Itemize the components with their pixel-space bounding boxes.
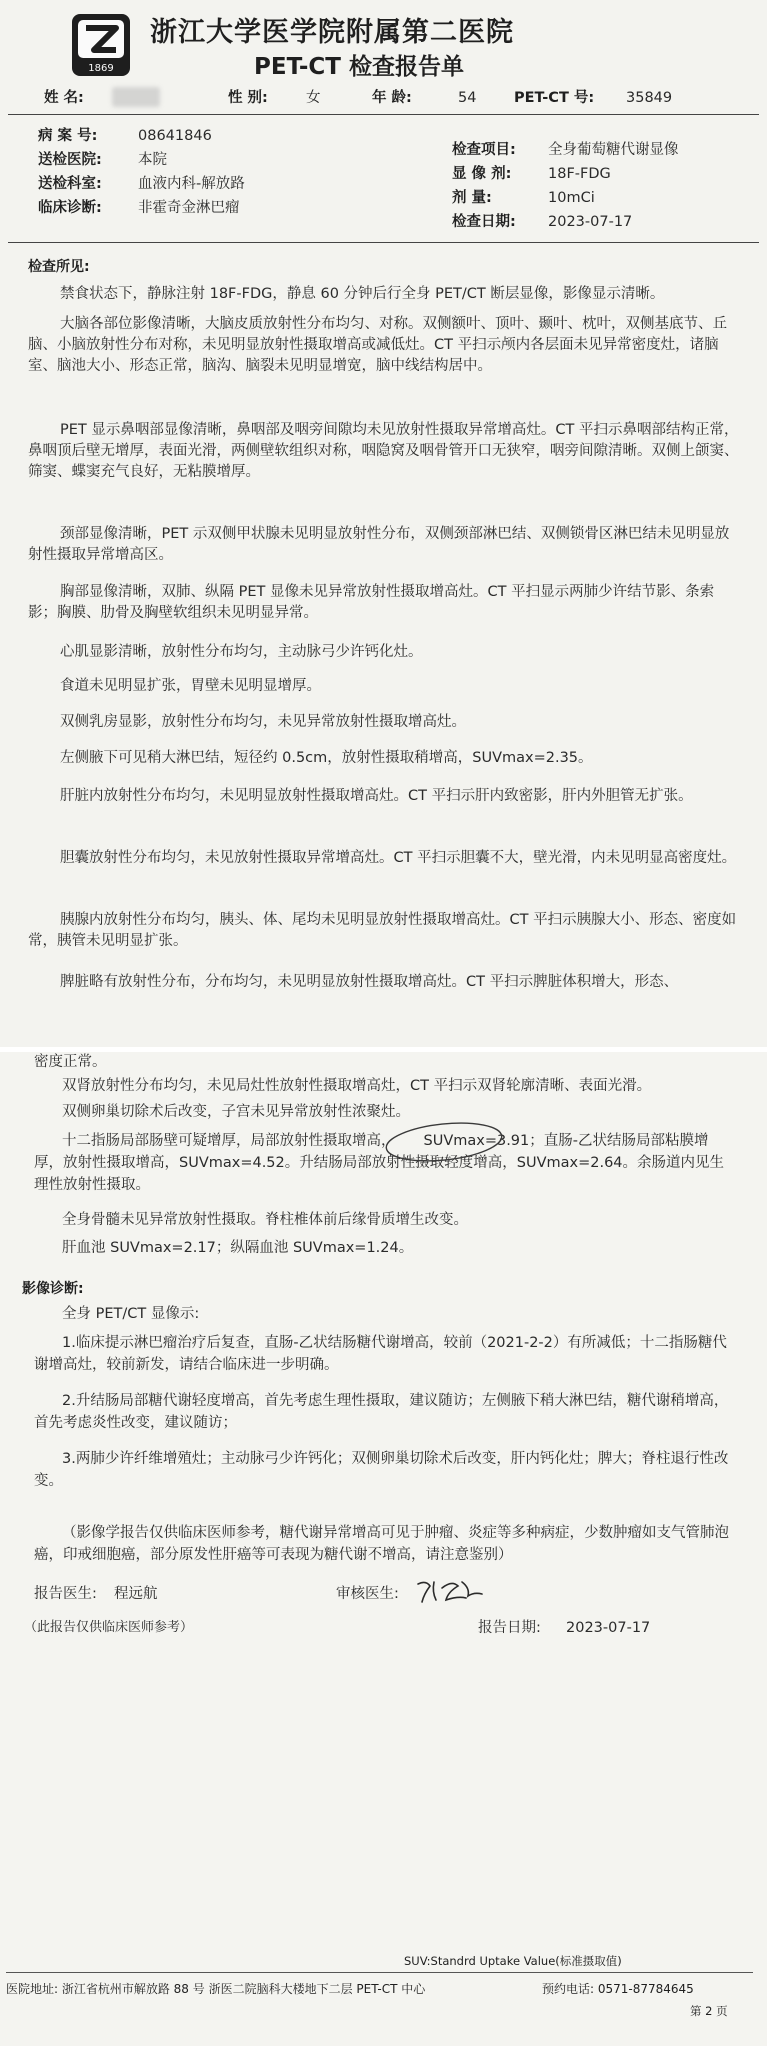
findings-label: 检查所见: (28, 259, 90, 275)
diagnosis-section-label: 影像诊断: (22, 1281, 84, 1297)
diagnosis-item: 2.升结肠局部糖代谢轻度增高，首先考虑生理性摄取，建议随访；左侧腋下稍大淋巴结，糖代谢稍增高，首先考虑炎性改变，建议随访； (34, 1393, 729, 1431)
agent-value: 18F-FDG (548, 166, 611, 182)
finding-paragraph: 食道未见明显扩张，胃壁未见明显增厚。 (60, 678, 321, 694)
page-number: 第 2 页 (690, 2004, 728, 2018)
finding-paragraph: 肝血池 SUVmax=2.17；纵隔血池 SUVmax=1.24。 (62, 1240, 414, 1256)
diagnosis-value: 非霍奇金淋巴瘤 (138, 200, 240, 216)
suv-footnote: SUV:Standrd Uptake Value(标准摄取值) (404, 1954, 622, 1968)
finding-paragraph: 双侧卵巢切除术后改变，子宫未见异常放射性浓聚灶。 (62, 1104, 410, 1120)
reviewer-label: 审核医生: (336, 1586, 399, 1602)
diagnosis-intro: 全身 PET/CT 显像示: (62, 1306, 200, 1322)
report-doctor-label: 报告医生: (34, 1586, 97, 1602)
finding-paragraph: 肝脏内放射性分布均匀，未见明显放射性摄取增高灶。CT 平扫示肝内致密影，肝内外胆管无扩张。 (60, 788, 693, 804)
finding-paragraph: 胆囊放射性分布均匀，未见放射性摄取异常增高灶。CT 平扫示胆囊不大，壁光滑，内未见明显高密度灶。 (60, 850, 737, 866)
finding-paragraph: 大脑各部位影像清晰，大脑皮质放射性分布均匀、对称。双侧额叶、顶叶、颞叶、枕叶，双侧基底节、丘脑、小脑放射性分布对称，未见明显放射性摄取增高或减低灶。CT 平扫示颅内各层面未见异常密度灶，诸脑室、脑池大小、形态正常，脑沟、脑裂未见明显增宽，脑中线结构居中。 (28, 316, 727, 374)
handwritten-signature (412, 1574, 492, 1610)
svg-text:1869: 1869 (88, 63, 114, 74)
report-note: （此报告仅供临床医师参考） (24, 1620, 194, 1635)
finding-paragraph: 胰腺内放射性分布均匀，胰头、体、尾均未见明显放射性摄取增高灶。CT 平扫示胰腺大小、形态、密度如常，胰管未见明显扩张。 (28, 912, 737, 949)
diagnosis-item: 1.临床提示淋巴瘤治疗后复查，直肠-乙状结肠糖代谢增高，较前（2021-2-2）有所减低；十二指肠糖代谢增高灶，较前新发，请结合临床进一步明确。 (34, 1335, 727, 1373)
finding-paragraph: 左侧腋下可见稍大淋巴结，短径约 0.5cm，放射性摄取稍增高，SUVmax=2.35。 (60, 750, 593, 766)
finding-paragraph: 双侧乳房显影，放射性分布均匀，未见异常放射性摄取增高灶。 (60, 714, 466, 730)
finding-paragraph: 双肾放射性分布均匀，未见局灶性放射性摄取增高灶，CT 平扫示双肾轮廓清晰、表面光滑。 (62, 1078, 652, 1094)
hospital-label: 送检医院: (38, 152, 102, 168)
finding-paragraph: 禁食状态下，静脉注射 18F-FDG，静息 60 分钟后行全身 PET/CT 断层显像，影像显示清晰。 (60, 286, 665, 302)
diagnosis-label: 临床诊断: (38, 200, 102, 216)
age-value: 54 (458, 90, 477, 106)
name-label: 姓 名: (44, 90, 84, 106)
dept-value: 血液内科-解放路 (138, 176, 245, 192)
dose-value: 10mCi (548, 190, 595, 206)
redacted-name (112, 87, 160, 107)
appointment-phone: 预约电话: 0571-87784645 (542, 1982, 694, 1996)
finding-paragraph: 颈部显像清晰，PET 示双侧甲状腺未见明显放射性分布，双侧颈部淋巴结、双侧锁骨区淋巴结未见明显放射性摄取异常增高区。 (28, 526, 730, 563)
sex-value: 女 (306, 90, 321, 106)
exam-date-value: 2023-07-17 (548, 214, 633, 230)
exam-item-label: 检查项目: (452, 142, 516, 158)
hospital-name: 浙江大学医学院附属第二医院 (150, 17, 514, 48)
case-no-label: 病 案 号: (38, 128, 98, 144)
diagnosis-item: 3.两肺少许纤维增殖灶；主动脉弓少许钙化；双侧卵巢切除术后改变，肝内钙化灶；脾大；脊柱退行性改变。 (34, 1451, 729, 1489)
footer-divider (6, 1972, 753, 1973)
dose-label: 剂 量: (452, 190, 492, 206)
divider (8, 242, 759, 243)
finding-paragraph: 全身骨髓未见异常放射性摄取。脊柱椎体前后缘骨质增生改变。 (62, 1212, 468, 1228)
agent-label: 显 像 剂: (452, 166, 512, 182)
petct-no-label: PET-CT 号: (514, 90, 595, 106)
dept-label: 送检科室: (38, 176, 102, 192)
finding-paragraph: 脾脏略有放射性分布，分布均匀，未见明显放射性摄取增高灶。CT 平扫示脾脏体积增大，形态、 (60, 974, 679, 990)
age-label: 年 龄: (372, 90, 412, 106)
hospital-logo (70, 12, 132, 78)
case-no-value: 08641846 (138, 128, 212, 144)
report-title: PET-CT 检查报告单 (254, 54, 464, 80)
finding-paragraph: 心肌显影清晰，放射性分布均匀，主动脉弓少许钙化灶。 (60, 644, 423, 660)
finding-paragraph: 密度正常。 (34, 1054, 107, 1070)
highlighted-suv-value: SUVmax=3.91 (396, 1130, 530, 1152)
finding-paragraph: 胸部显像清晰，双肺、纵隔 PET 显像未见异常放射性摄取增高灶。CT 平扫显示两肺少许结节影、条索影；胸膜、肋骨及胸壁软组织未见明显异常。 (28, 584, 715, 621)
disclaimer: （影像学报告仅供临床医师参考，糖代谢异常增高可见于肿瘤、炎症等多种病症，少数肿瘤如支气管肺泡癌，印戒细胞癌，部分原发性肝癌等可表现为糖代谢不增高，请注意鉴别） (34, 1525, 729, 1563)
divider (8, 114, 759, 115)
petct-no-value: 35849 (626, 90, 673, 106)
report-date-value: 2023-07-17 (566, 1620, 651, 1636)
finding-paragraph-duodenum: 十二指肠局部肠壁可疑增厚，局部放射性摄取增高， SUVmax=3.91 ；直肠-乙状结肠局部粘膜增厚，放射性摄取增高，SUVmax=4.52。升结肠局部放射性摄取轻度增高，SUVmax=2.64。余肠道内见生理性放射性摄取。 (34, 1130, 734, 1196)
hospital-address: 医院地址: 浙江省杭州市解放路 88 号 浙医二院脑科大楼地下二层 PET-CT 中心 (6, 1982, 426, 1996)
hospital-value: 本院 (138, 152, 167, 168)
exam-date-label: 检查日期: (452, 214, 516, 230)
exam-item-value: 全身葡萄糖代谢显像 (548, 142, 679, 158)
report-doctor-value: 程远航 (114, 1586, 158, 1602)
sex-label: 性 别: (228, 90, 268, 106)
ink-circle-annotation (382, 1120, 506, 1164)
finding-paragraph: PET 显示鼻咽部显像清晰，鼻咽部及咽旁间隙均未见放射性摄取异常增高灶。CT 平扫示鼻咽部结构正常，鼻咽顶后壁无增厚，表面光滑，两侧壁软组织对称，咽隐窝及咽骨管开口无狭窄，咽旁间隙清晰。双侧上颌窦、筛窦、蝶窦充气良好，无粘膜增厚。 (28, 422, 739, 480)
report-page-2 (0, 1052, 767, 2046)
report-date-label: 报告日期: (478, 1620, 541, 1636)
